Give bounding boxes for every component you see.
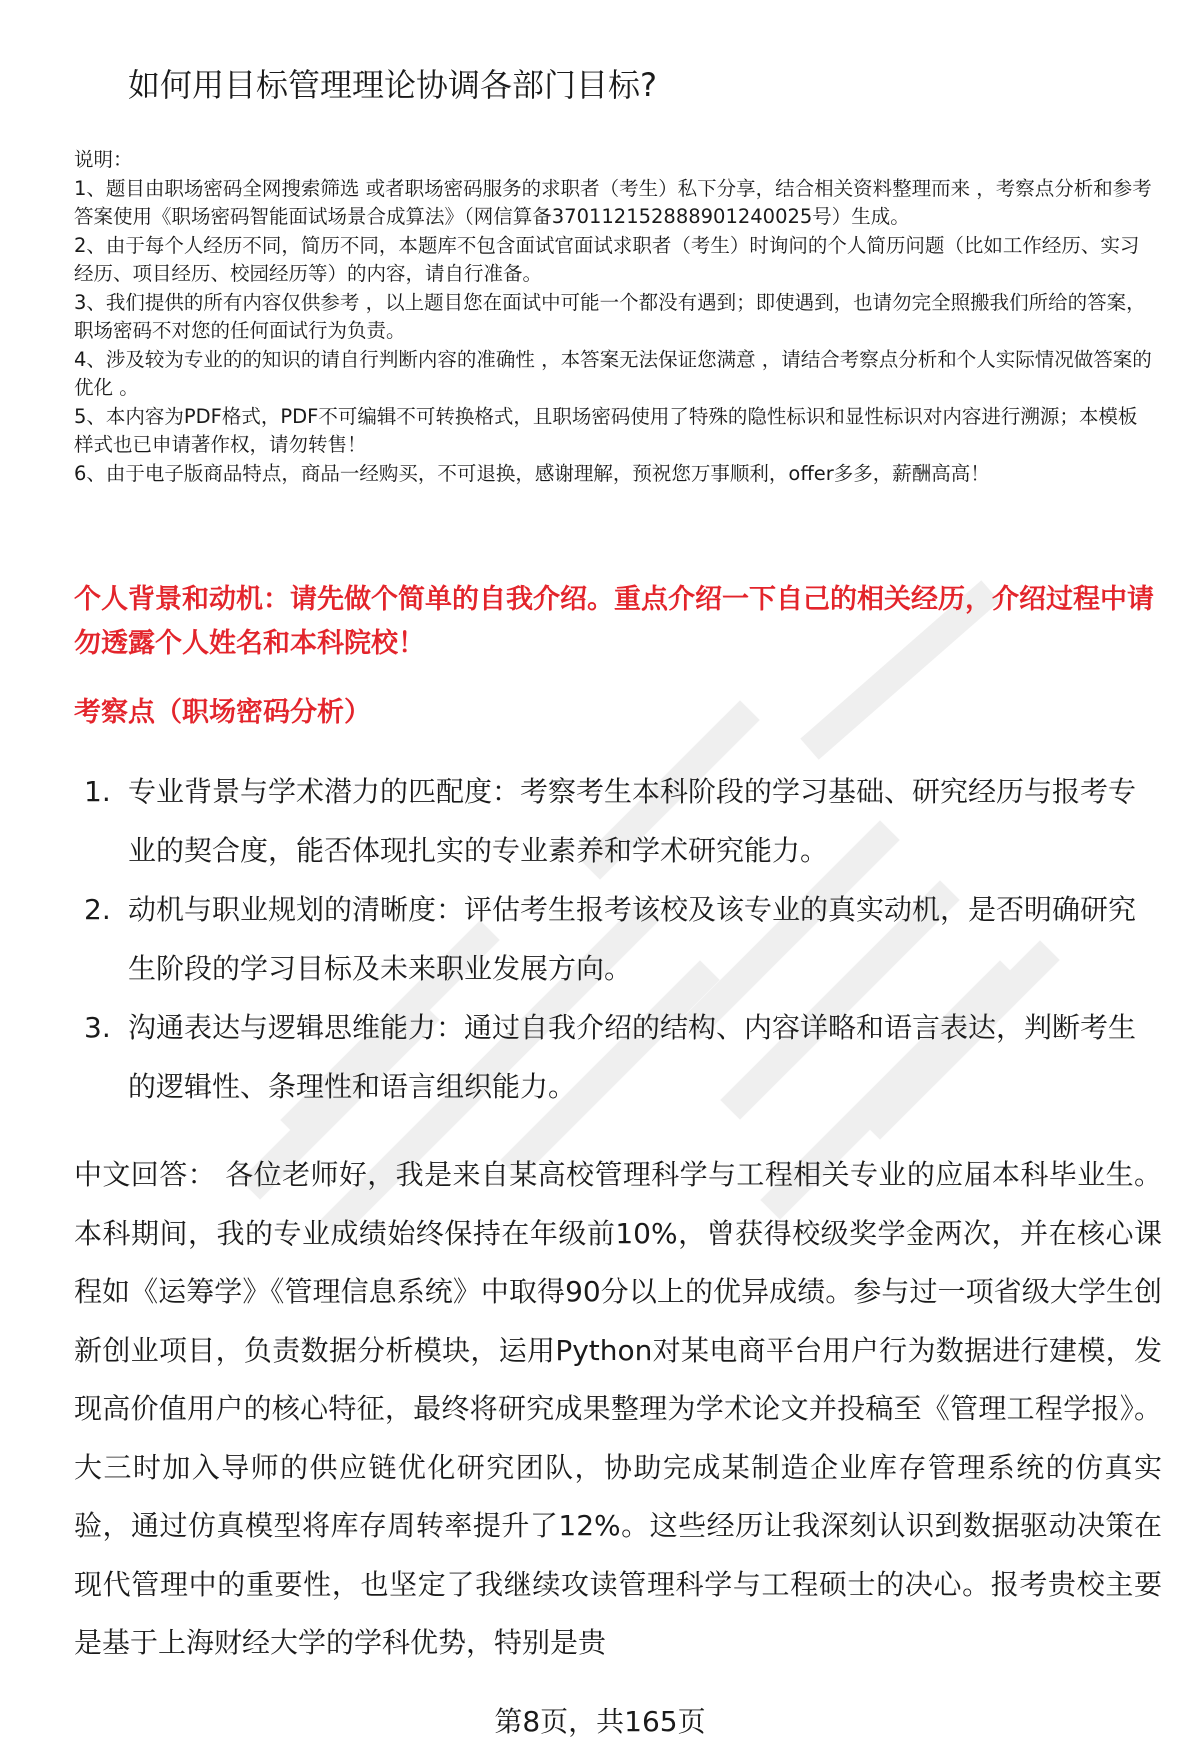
note-item-4: 4、涉及较为专业的的知识的请自行判断内容的准确性 ，本答案无法保证您满意 ，请结合考察点分析和个人实际情况做答案的优化 。 (74, 347, 1152, 399)
point-text: 专业背景与学术潜力的匹配度：考察考生本科阶段的学习基础、研究经历与报考专业的契合度，能否体现扎实的专业素养和学术研究能力。 (128, 775, 1137, 867)
point-number: 3. (84, 1011, 111, 1044)
page-number-footer: 第8页，共165页 (494, 1705, 706, 1738)
point-text: 沟通表达与逻辑思维能力：通过自我介绍的结构、内容详略和语言表达，判断考生的逻辑性、条理性和语言组织能力。 (128, 1011, 1137, 1103)
chinese-answer: 中文回答： 各位老师好，我是来自某高校管理科学与工程相关专业的应届本科毕业生。本科期间，我的专业成绩始终保持在年级前10%，曾获得校级奖学金两次，并在核心课程如《运筹学》《管理信息系统》中取得90分以上的优异成绩。参与过一项省级大学生创新创业项目，负责数据分析模块，运用Python对某电商平台用户行为数据进行建模，发现高价值用户的核心特征，最终将研究成果整理为学术论文并投稿至《管理工程学报》。大三时加入导师的供应链优化研究团队，协助完成某制造企业库存管理系统的仿真实验，通过仿真模型将库存周转率提升了12%。这些经历让我深刻认识到数据驱动决策在现代管理中的重要性，也坚定了我继续攻读管理科学与工程硕士的决心。报考贵校主要是基于上海财经大学的学科优势，特别是贵 (74, 1158, 1162, 1659)
point-text: 动机与职业规划的清晰度：评估考生报考该校及该专业的真实动机，是否明确研究生阶段的学习目标及未来职业发展方向。 (128, 893, 1137, 985)
note-item-1: 1、题目由职场密码全网搜索筛选 或者职场密码服务的求职者（考生）私下分享，结合相关资料整理而来 ，考察点分析和参考答案使用《职场密码智能面试场景合成算法》（网信算备370112152888901240025号）生成。 (74, 176, 1152, 228)
note-item-6: 6、由于电子版商品特点，商品一经购买，不可退换，感谢理解，预祝您万事顺利，offer多多，薪酬高高！ (74, 461, 990, 485)
assessment-point-2 (74, 880, 1154, 998)
note-item-3: 3、我们提供的所有内容仅供参考 ，以上题目您在面试中可能一个都没有遇到；即使遇到，也请勿完全照搬我们所给的答案，职场密码不对您的任何面试行为负责。 (74, 290, 1146, 342)
note-item-5: 5、本内容为PDF格式，PDF不可编辑不可转换格式，且职场密码使用了特殊的隐性标识和显性标识对内容进行溯源；本模板样式也已申请著作权，请勿转售！ (74, 404, 1138, 456)
notes-heading: 说明： (74, 148, 133, 171)
disclaimer-notes (74, 146, 1154, 488)
note-item-2: 2、由于每个人经历不同，简历不同，本题库不包含面试官面试求职者（考生）时询问的个人简历问题（比如工作经历、实习经历、项目经历、校园经历等）的内容，请自行准备。 (74, 233, 1140, 285)
page-title: 如何用目标管理理论协调各部门目标? (128, 66, 657, 104)
assessment-points-heading: 考察点（职场密码分析） (74, 697, 371, 728)
interview-question: 个人背景和动机：请先做个简单的自我介绍。重点介绍一下自己的相关经历，介绍过程中请勿透露个人姓名和本科院校！ (74, 584, 1154, 659)
assessment-point-3 (74, 998, 1154, 1116)
assessment-points-list (74, 762, 1154, 1116)
assessment-point-1 (74, 762, 1154, 880)
point-number: 1. (84, 775, 111, 808)
point-number: 2. (84, 893, 111, 926)
